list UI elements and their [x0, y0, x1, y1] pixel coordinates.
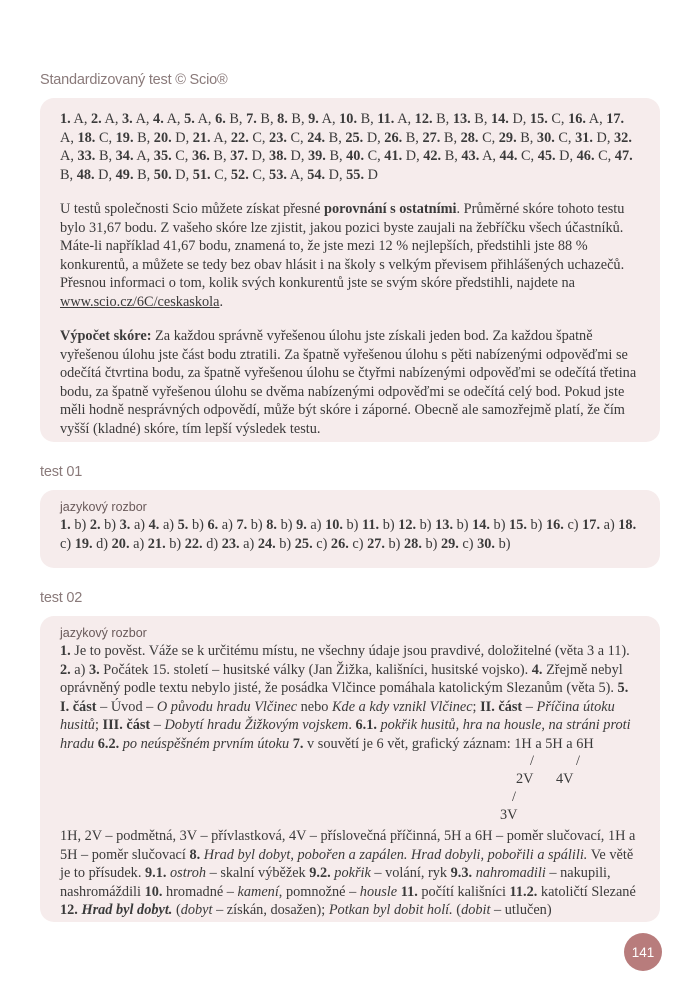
- text-run: 9.3.: [450, 865, 473, 881]
- answer-value: B,: [137, 166, 151, 183]
- answer-number: 25.: [294, 535, 313, 552]
- answer-number: 23.: [221, 535, 240, 552]
- answer-number: 19.: [74, 535, 93, 552]
- test01-heading: test 01: [40, 464, 83, 480]
- answer-number: 55.: [346, 166, 365, 183]
- answer-number: 30.: [477, 535, 495, 552]
- answer-number: 30.: [536, 129, 555, 146]
- answer-value: b): [280, 517, 293, 533]
- text-run: Hrad byl dobyt, pobořen a zapálen. Hrad dobyli, pobořili a spálili.: [203, 846, 588, 863]
- text-run: Hrad byl dobyt.: [81, 902, 173, 918]
- answer-value: B,: [405, 129, 419, 146]
- test02-box: [40, 616, 660, 922]
- answer-value: B,: [474, 111, 488, 127]
- answer-value: B,: [291, 111, 305, 127]
- answer-number: 12.: [414, 111, 433, 127]
- answer-number: 1.: [60, 111, 71, 127]
- text-run: .: [219, 293, 224, 310]
- answer-number: 24.: [257, 535, 276, 552]
- text-run: Výpočet skóre:: [60, 328, 152, 344]
- answer-number: 7.: [246, 111, 257, 127]
- text-run: Kde a kdy vznikl Vlčinec: [332, 698, 473, 715]
- answer-number: 28.: [404, 535, 422, 552]
- answer-value: B,: [260, 111, 274, 127]
- scio-link[interactable]: www.scio.cz/6C/ceskaskola: [60, 293, 220, 310]
- answer-value: b): [74, 517, 87, 533]
- answer-value: b): [456, 517, 469, 533]
- answer-value: B,: [328, 129, 342, 146]
- answer-value: A,: [60, 148, 74, 164]
- answer-value: A,: [588, 111, 603, 127]
- text-run: 1.: [60, 643, 71, 659]
- answer-number: 15.: [509, 517, 527, 533]
- answer-value: a): [162, 517, 175, 533]
- answer-value: A,: [321, 111, 336, 127]
- answer-number: 27.: [367, 535, 385, 552]
- answer-number: 2.: [91, 111, 102, 127]
- text-run: a): [70, 661, 89, 678]
- test02-heading: test 02: [40, 590, 83, 606]
- text-run: 2.: [60, 661, 71, 678]
- text-run: hromadné –: [162, 883, 238, 900]
- answer-value: d): [206, 535, 219, 552]
- answer-value: A,: [213, 129, 228, 146]
- answer-number: 8.: [277, 111, 288, 127]
- text-run: II. část: [480, 698, 523, 715]
- answer-number: 4.: [148, 517, 160, 533]
- answer-value: B,: [436, 111, 450, 127]
- diagram-clause-3v: 3V: [500, 807, 518, 823]
- answer-value: D,: [251, 148, 266, 164]
- answer-number: 28.: [460, 129, 479, 146]
- text-run: 5. I. část: [60, 680, 629, 715]
- text-run: 11.: [400, 883, 418, 900]
- answer-value: b): [382, 517, 395, 533]
- answer-number: 42.: [423, 148, 442, 164]
- text-run: U testů společnosti Scio můžete získat přesné: [60, 201, 325, 217]
- answer-value: C,: [521, 148, 535, 164]
- answer-value: C,: [558, 129, 572, 146]
- answer-number: 7.: [236, 517, 248, 533]
- answer-value: D,: [405, 148, 420, 164]
- answer-number: 36.: [191, 148, 210, 164]
- answer-number: 44.: [499, 148, 518, 164]
- text-run: III. část: [102, 717, 151, 733]
- answer-number: 16.: [546, 517, 564, 533]
- answer-number: 54.: [307, 166, 326, 183]
- text-run: – volání, ryk: [370, 865, 451, 881]
- text-run: 10.: [144, 883, 163, 900]
- text-run: pokřik: [334, 865, 371, 881]
- answer-value: b): [169, 535, 182, 552]
- text-run: (: [452, 902, 462, 918]
- answer-value: B,: [229, 111, 243, 127]
- text-run: ostroh: [170, 865, 207, 881]
- diagram-slash: /: [512, 789, 516, 805]
- text-run: Zřejmě nebyl oprávněný podle textu nebylo jisté, že posádka Vlčince pomáhala katolickým Slezanům (věta 5).: [60, 661, 623, 696]
- answer-number: 40.: [346, 148, 365, 164]
- answer-value: B,: [444, 148, 458, 164]
- text-run: po neúspěšném prvním útoku: [122, 735, 290, 752]
- answer-number: 19.: [115, 129, 134, 146]
- text-run: katoličtí Slezané: [537, 883, 636, 900]
- text-run: Dobytí hradu Žižkovým vojskem: [164, 717, 349, 733]
- answer-number: 34.: [115, 148, 134, 164]
- answer-value: A,: [397, 111, 412, 127]
- answer-value: c): [567, 517, 579, 533]
- answer-number: 25.: [345, 129, 364, 146]
- diagram-clause-2v: 2V: [516, 771, 534, 787]
- answer-value: C,: [175, 148, 189, 164]
- answer-value: b): [279, 535, 292, 552]
- answer-number: 16.: [568, 111, 586, 127]
- answer-value: C,: [252, 166, 266, 183]
- answer-value: A,: [73, 111, 88, 127]
- answer-number: 8.: [266, 517, 277, 533]
- text-run: – Úvod –: [96, 698, 157, 715]
- answer-number: 48.: [76, 166, 95, 183]
- text-run: dobit: [461, 902, 491, 918]
- test02-subheading: jazykový rozbor: [60, 626, 147, 640]
- answer-number: 20.: [111, 535, 130, 552]
- answer-number: 27.: [422, 129, 441, 146]
- answer-value: B,: [329, 148, 343, 164]
- text-run: v souvětí je 6 vět, grafický záznam: 1H a 5H a 6H: [303, 735, 594, 752]
- answer-value: a): [243, 535, 255, 552]
- text-run: – nakupili, nashromáždili: [60, 865, 611, 900]
- answer-key-box: [40, 98, 660, 442]
- text-run: 12.: [60, 902, 78, 918]
- answer-value: a): [603, 517, 615, 533]
- test01-box: [40, 490, 660, 568]
- answer-number: 2.: [89, 517, 101, 533]
- answer-number: 3.: [122, 111, 133, 127]
- answer-value: b): [498, 535, 511, 552]
- answer-number: 21.: [192, 129, 211, 146]
- answer-value: C,: [367, 148, 381, 164]
- answer-value: d): [96, 535, 109, 552]
- text-run: .: [348, 717, 356, 733]
- answer-value: B,: [137, 129, 151, 146]
- answer-number: 43.: [461, 148, 480, 164]
- answer-number: 15.: [529, 111, 548, 127]
- answer-number: 6.: [215, 111, 226, 127]
- text-run: počítí kališníci: [417, 883, 510, 900]
- answer-value: C,: [98, 129, 113, 146]
- answer-value: D,: [98, 166, 113, 183]
- answer-value: b): [425, 535, 438, 552]
- answer-value: B,: [443, 129, 458, 146]
- answer-number: 47.: [614, 148, 633, 164]
- text-run: Za každou správně vyřešenou úlohu jste získali jeden bod. Za každou špatně vyřešenou úlohu jste část bodu ztratili. Za špatně vyřešenou úlohu s pěti nabízenými odpověďmi se odečítá čtvrtina bodu, za špatně vyřešenou úlohu se čtyřmi nabízenými odpověďmi se odečítá třetina bodu, za špatně vyřešenou úlohu se dvěma nabízenými odpověďmi se odečítá celý bod. Pokud jste měli hodně nesprávných odpovědí, může být skóre i záporné. Obecně ale samozřejmě platí, že čím vyšší (kladné) skóre, tím lepší výsledek testu.: [60, 328, 637, 437]
- answer-number: 24.: [307, 129, 326, 146]
- answer-value: a): [221, 517, 233, 533]
- answer-number: 35.: [153, 148, 172, 164]
- answer-value: D,: [175, 129, 190, 146]
- answer-number: 11.: [362, 517, 380, 533]
- answer-number: 9.: [308, 111, 319, 127]
- answer-value: b): [250, 517, 263, 533]
- answer-number: 18.: [77, 129, 96, 146]
- text-run: 9.1.: [144, 865, 167, 881]
- text-run: ;: [472, 698, 481, 715]
- answer-value: D,: [559, 148, 574, 164]
- text-run: kamení: [237, 883, 279, 900]
- page-header: Standardizovaný test © Scio®: [40, 72, 228, 88]
- text-run: Počátek 15. století – husitské války (Jan Žižka, kališníci, husitské vojsko).: [99, 661, 532, 678]
- answer-number: 33.: [77, 148, 96, 164]
- answer-value: C,: [482, 129, 496, 146]
- answer-value: D,: [596, 129, 611, 146]
- answer-value: B,: [360, 111, 374, 127]
- answer-number: 10.: [325, 517, 343, 533]
- answer-number: 10.: [339, 111, 358, 127]
- text-run: nebo: [297, 698, 333, 715]
- answer-number: 26.: [330, 535, 349, 552]
- diagram-slash: /: [576, 753, 580, 769]
- answer-value: B,: [520, 129, 534, 146]
- answer-number: 17.: [606, 111, 625, 127]
- text-run: 3.: [89, 661, 100, 678]
- text-run: –: [522, 698, 537, 715]
- text-run: Příčina útoku husitů: [60, 698, 615, 733]
- diagram-slash: /: [530, 753, 534, 769]
- answer-number: 26.: [384, 129, 403, 146]
- answer-value: C,: [598, 148, 612, 164]
- sentence-structure-diagram: [60, 753, 640, 823]
- text-run: – utlučen): [490, 902, 552, 918]
- text-run: nahromadili: [475, 865, 546, 881]
- answer-number: 22.: [184, 535, 203, 552]
- answer-number: 13.: [452, 111, 471, 127]
- answer-number: 41.: [384, 148, 403, 164]
- answer-number: 21.: [147, 535, 166, 552]
- answer-number: 29.: [440, 535, 459, 552]
- answer-value: a): [133, 535, 145, 552]
- text-run: (: [172, 902, 181, 918]
- text-run: 8.: [189, 846, 201, 863]
- text-run: , pomnožné –: [278, 883, 360, 900]
- answer-value: C,: [290, 129, 304, 146]
- answer-value: b): [191, 517, 204, 533]
- answer-number: 4.: [153, 111, 164, 127]
- answer-key-list: [60, 110, 640, 184]
- test01-answer-list: [60, 516, 640, 553]
- answer-value: D: [367, 166, 378, 183]
- answer-value: c): [316, 535, 328, 552]
- answer-value: a): [310, 517, 322, 533]
- text-run: porovnání s ostatními: [324, 201, 457, 217]
- text-run: pokřik husitů, hra na housle, na stráni proti hradu: [60, 717, 631, 752]
- answer-number: 50.: [153, 166, 172, 183]
- text-run: 4.: [531, 661, 543, 678]
- text-run: 6.2.: [97, 735, 120, 752]
- answer-number: 5.: [184, 111, 195, 127]
- answer-value: b): [104, 517, 117, 533]
- text-run: 1H, 2V – podmětná, 3V – přívlastková, 4V – příslovečná příčinná, 5H a 6H – poměr slučovací, 1H a 5H – poměr slučovací: [60, 828, 636, 863]
- answer-value: D,: [512, 111, 527, 127]
- text-run: 6.1.: [355, 717, 377, 733]
- answer-number: 18.: [618, 517, 637, 533]
- answer-number: 12.: [398, 517, 417, 533]
- answer-number: 22.: [230, 129, 249, 146]
- answer-number: 39.: [307, 148, 326, 164]
- answer-number: 37.: [230, 148, 248, 164]
- answer-value: A,: [104, 111, 119, 127]
- answer-value: b): [493, 517, 506, 533]
- answer-value: B,: [60, 166, 74, 183]
- answer-value: b): [346, 517, 359, 533]
- page-number: 141: [624, 933, 662, 971]
- answer-number: 1.: [60, 517, 71, 533]
- text-run: O původu hradu Vlčinec: [156, 698, 298, 715]
- answer-value: b): [419, 517, 432, 533]
- answer-value: D,: [328, 166, 343, 183]
- answer-number: 29.: [498, 129, 517, 146]
- answer-value: A,: [197, 111, 212, 127]
- answer-value: C,: [252, 129, 266, 146]
- answer-number: 53.: [269, 166, 287, 183]
- answer-number: 52.: [230, 166, 249, 183]
- text-run: Ve větě je to přísudek.: [60, 846, 634, 881]
- text-run: ;: [94, 717, 103, 733]
- answer-value: D,: [290, 148, 305, 164]
- answer-number: 14.: [472, 517, 490, 533]
- answer-number: 3.: [119, 517, 131, 533]
- answer-value: C,: [214, 166, 228, 183]
- answer-number: 46.: [576, 148, 595, 164]
- scio-comparison-paragraph: [60, 200, 640, 311]
- answer-number: 20.: [153, 129, 172, 146]
- answer-value: A,: [289, 166, 304, 183]
- answer-number: 14.: [490, 111, 509, 127]
- score-calculation-paragraph: [60, 327, 640, 438]
- text-run: Potkan byl dobit holí.: [328, 902, 453, 918]
- answer-number: 38.: [269, 148, 287, 164]
- answer-number: 51.: [192, 166, 211, 183]
- answer-number: 32.: [614, 129, 632, 146]
- text-run: –: [150, 717, 165, 733]
- answer-number: 17.: [582, 517, 601, 533]
- answer-number: 6.: [207, 517, 219, 533]
- text-run: – skalní výběžek: [206, 865, 310, 881]
- answer-value: b): [388, 535, 401, 552]
- answer-value: B,: [98, 148, 113, 164]
- text-run: Je to pověst. Váže se k určitému místu, ne všechny údaje jsou pravdivé, doložitelné (věta 3 a 11).: [70, 643, 630, 659]
- test02-analysis-text-continued: [60, 827, 640, 920]
- answer-number: 23.: [269, 129, 287, 146]
- answer-value: c): [352, 535, 364, 552]
- answer-value: B,: [213, 148, 227, 164]
- answer-value: A,: [166, 111, 181, 127]
- text-run: housle: [359, 883, 398, 900]
- text-run: dobyt: [180, 902, 213, 918]
- answer-value: A,: [136, 148, 151, 164]
- text-run: 11.2.: [509, 883, 538, 900]
- answer-value: b): [530, 517, 543, 533]
- answer-value: D,: [175, 166, 190, 183]
- text-run: – získán, dosažen);: [212, 902, 329, 918]
- text-run: . Průměrné skóre tohoto testu bylo 31,67 bodu. Z vašeho skóre lze zjistit, jakou pozici byste zaujali na žebříčku všech účastníků. Máte-li například 41,67 bodu, znamená to, že jste mezi 12 % nejlepších, předstihli jste 88 % konkurentů, a můžete se tedy bez obav hlásit i na školy s velkým převisem přihlášených uchazečů. Přesnou informaci o tom, kolik svých konkurentů jste se svým skóre předstihli, najdete na: [60, 201, 625, 291]
- answer-number: 13.: [435, 517, 454, 533]
- answer-value: A,: [60, 129, 74, 146]
- answer-value: A,: [482, 148, 496, 164]
- answer-number: 5.: [177, 517, 189, 533]
- answer-value: D,: [366, 129, 381, 146]
- test02-analysis-text: [60, 642, 640, 753]
- diagram-clause-4v: 4V: [556, 771, 574, 787]
- answer-value: c): [60, 535, 72, 552]
- answer-value: c): [462, 535, 474, 552]
- answer-value: C,: [551, 111, 565, 127]
- text-run: 7.: [292, 735, 304, 752]
- answer-number: 31.: [575, 129, 593, 146]
- answer-number: 45.: [537, 148, 556, 164]
- answer-number: 49.: [115, 166, 134, 183]
- answer-number: 9.: [296, 517, 307, 533]
- answer-number: 11.: [377, 111, 395, 127]
- test01-subheading: jazykový rozbor: [60, 500, 147, 514]
- answer-value: A,: [135, 111, 150, 127]
- answer-value: a): [133, 517, 146, 533]
- text-run: 9.2.: [309, 865, 331, 881]
